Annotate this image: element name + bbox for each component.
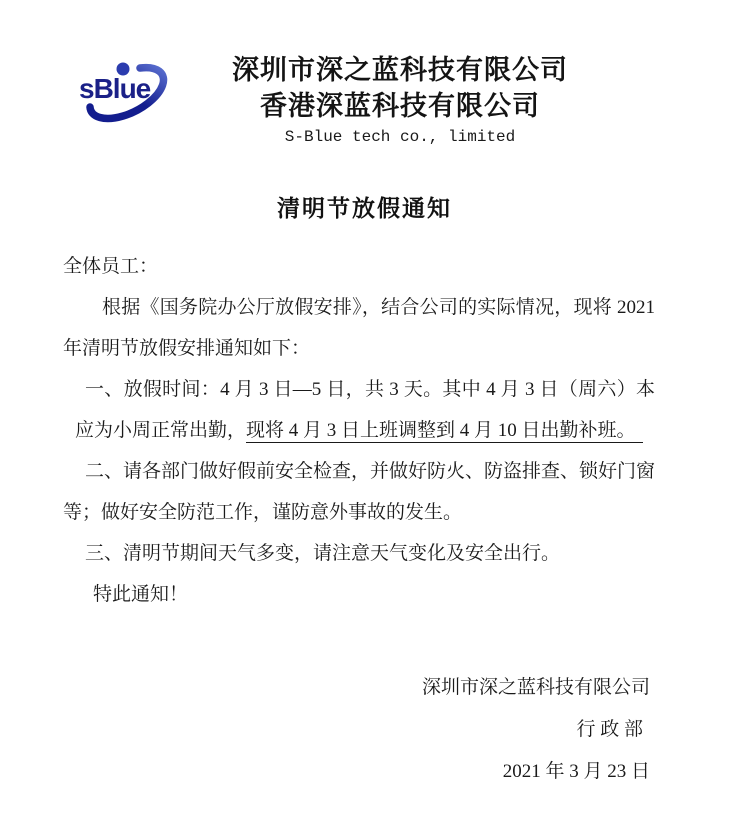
salutation-line: 全体员工：	[63, 256, 159, 277]
notice-body	[63, 246, 655, 615]
company-name-cn: 深圳市深之蓝科技有限公司	[232, 55, 568, 85]
body-line-plain-text: 应为小周正常出勤，	[75, 420, 247, 441]
signature-block	[422, 667, 650, 793]
body-line: 二、请各部门做好假前安全检查，并做好防火、防盗排查、锁好门窗	[85, 461, 656, 482]
body-line: 三、清明节期间天气多变，请注意天气变化及安全出行。	[85, 543, 561, 564]
underlined-text: 现将 4 月 3 日上班调整到 4 月 10 日出勤补班。	[246, 420, 643, 443]
notice-title: 清明节放假通知	[277, 196, 452, 221]
body-line: 等；做好安全防范工作，谨防意外事故的发生。	[63, 502, 463, 523]
body-line: 一、放假时间：4 月 3 日—5 日，共 3 天。其中 4 月 3 日（周六）本	[85, 379, 655, 400]
body-line: 根据《国务院办公厅放假安排》，结合公司的实际情况，现将 2021	[102, 297, 655, 318]
company-name-hk: 香港深蓝科技有限公司	[260, 91, 540, 121]
signature-date: 2021 年 3 月 23 日	[502, 761, 650, 782]
company-name-en: S-Blue tech co., limited	[284, 128, 516, 146]
signature-company: 深圳市深之蓝科技有限公司	[421, 677, 650, 698]
body-line: 年清明节放假安排通知如下：	[63, 338, 311, 359]
logo-text: sBlue	[79, 73, 151, 104]
body-line	[63, 410, 655, 451]
letterhead	[167, 52, 633, 151]
company-logo	[76, 58, 172, 130]
closing-line: 特此通知！	[93, 584, 189, 605]
signature-department: 行 政 部	[576, 719, 643, 740]
